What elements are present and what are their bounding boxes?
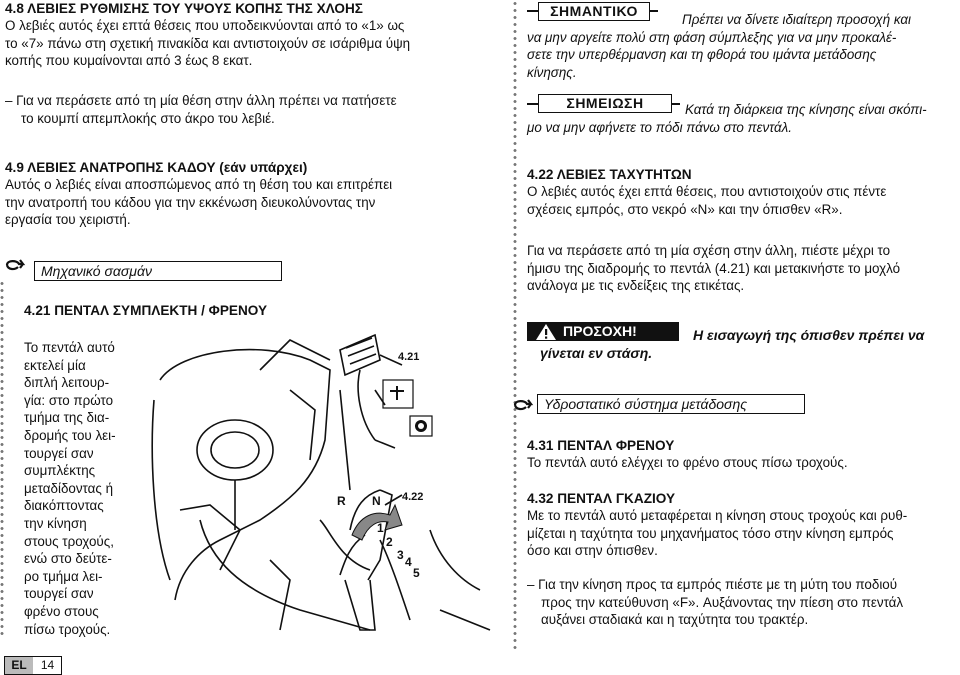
section-4-21-title: 4.21 ΠΕΝΤΑΛ ΣΥΜΠΛΕΚΤΗ / ΦΡΕΝΟΥ	[24, 303, 268, 318]
page-footer-badge	[4, 656, 62, 675]
caution-label: ΠΡΟΣΟΧΗ!	[563, 323, 637, 339]
text-line: να μην αργείτε πολύ στη φάση σύμπλεξης για να μην προκαλέ-	[527, 29, 897, 45]
text-line: εργασία του χειριστή.	[5, 212, 131, 227]
text-line: προς την κατεύθυνση «F». Αυξάνοντας την πίεση στο πεντάλ	[541, 594, 904, 610]
section-4-22-title: 4.22 ΛΕΒΙΕΣ ΤΑΧΥΤΗΤΩΝ	[527, 167, 692, 182]
text-line: δρομής του λει-	[24, 427, 116, 443]
text-line: πίσω τροχούς.	[24, 621, 111, 637]
text-line: φρένο στους	[24, 603, 99, 619]
text-line: – Για την κίνηση προς τα εμπρός πιέστε με τη μύτη του ποδιού	[527, 577, 898, 592]
important-label: ΣΗΜΑΝΤΙΚΟ	[538, 2, 650, 21]
text-line: γία: στο πρώτο	[24, 392, 114, 408]
gear-label-r: R	[337, 494, 346, 508]
section-4-31-title: 4.31 ΠΕΝΤΑΛ ΦΡΕΝΟΥ	[527, 438, 675, 453]
text-line: αυξάνει σταδιακά και η ταχύτητα του τρακτέρ.	[541, 612, 809, 627]
page-number: 14	[40, 658, 55, 672]
text-line: – Για να περάσετε από τη μία θέση στην άλλη πρέπει να πατήσετε	[5, 93, 397, 108]
text-line: στους τροχούς,	[24, 533, 114, 549]
pointing-arrow-icon	[513, 396, 535, 417]
hydrostatic-transmission-label: Υδροστατικό σύστημα μετάδοσης	[537, 394, 805, 414]
section-4-32-text	[527, 507, 907, 560]
text-line: διακόπτοντας	[24, 498, 104, 514]
section-4-32-dash-item	[527, 576, 903, 629]
text-line: μίζεται η ταχύτητα του μηχανήματος τόσο στην κίνηση εμπρός	[527, 525, 894, 541]
text-line: το «7» πάνω στη σχετική πινακίδα και αντιστοιχούν σε ισάριθμα ύψη	[5, 35, 411, 51]
gear-label-4: 4	[405, 555, 412, 569]
gear-label-2: 2	[386, 535, 393, 549]
text-line: Ο λεβιές αυτός έχει επτά θέσεις που υποδεικνύονται από το «1» ως	[5, 18, 405, 33]
text-line: σετε την υπερθέρμανση και τη φθορά του ιμάντα μετάδοσης	[527, 47, 877, 62]
text-line: το κουμπί απεμπλοκής στο άκρο του λεβιέ.	[21, 110, 275, 126]
text-line: Με το πεντάλ αυτό μεταφέρεται η κίνηση στους τροχούς και ρυθ-	[527, 508, 908, 523]
gear-label-5: 5	[413, 566, 420, 580]
column-divider	[513, 0, 517, 650]
text-line: Το πεντάλ αυτό	[24, 340, 115, 355]
text-line: τμήμα της δια-	[24, 410, 110, 426]
gear-label-1: 1	[377, 521, 384, 535]
text-line: την ανατροπή του κάδου για την εκκένωση διευκολύνοντας την	[5, 194, 376, 210]
section-4-9-text	[5, 176, 392, 229]
section-4-31-text: Το πεντάλ αυτό ελέγχει το φρένο στους πίσω τροχούς.	[527, 455, 848, 470]
gear-label-3: 3	[397, 548, 404, 562]
note-text	[527, 101, 952, 136]
caution-banner	[527, 322, 679, 341]
text-line: Πρέπει να δίνετε ιδιαίτερη προσοχή και	[682, 12, 912, 27]
left-dotted-margin	[0, 280, 4, 636]
mechanical-gearbox-label: Μηχανικό σασμάν	[34, 261, 282, 281]
text-line: ανάλογα με τις ενδείξεις της ετικέτας.	[527, 278, 745, 293]
text-line: συμπλέκτης	[24, 463, 96, 479]
text-line: ήμισυ της διαδρομής το πεντάλ (4.21) και μετακινήστε το μοχλό	[527, 260, 901, 276]
caution-text-2: γίνεται εν στάση.	[540, 345, 653, 361]
text-line: μεταδίδοντας ή	[24, 480, 114, 496]
text-line: ρο τμήμα λει-	[24, 568, 103, 584]
text-line: μο να μην αφήνετε το πόδι πάνω στο πεντάλ.	[527, 119, 792, 135]
note-label: ΣΗΜΕΙΩΣΗ	[538, 94, 672, 113]
text-line: Αυτός ο λεβιές είναι αποσπώμενος από τη θέση του και επιτρέπει	[5, 177, 393, 192]
figure-label-4-22: 4.22	[402, 491, 424, 503]
text-line: τουργεί σαν	[24, 586, 94, 602]
figure-label-4-21: 4.21	[398, 351, 420, 363]
text-line: διπλή λειτουρ-	[24, 375, 110, 391]
text-line: Ο λεβιές αυτός έχει επτά θέσεις, που αντιστοιχούν στις πέντε	[527, 184, 887, 199]
gear-label-n: N	[372, 494, 381, 508]
text-line: ενώ στο δεύτε-	[24, 551, 112, 567]
language-code: EL	[5, 657, 33, 674]
text-line: Για να περάσετε από τη μία σχέση στην άλλη, πιέστε μέχρι το	[527, 243, 891, 258]
section-4-32-title: 4.32 ΠΕΝΤΑΛ ΓΚΑΖΙΟΥ	[527, 491, 676, 506]
text-line: κίνησης.	[527, 64, 577, 80]
tractor-pedal-illustration	[140, 330, 502, 642]
text-line: σχέσεις εμπρός, στο νεκρό «N» και την όπισθεν «R».	[527, 201, 843, 217]
section-4-8-title: 4.8 ΛΕΒΙΕΣ ΡΥΘΜΙΣΗΣ ΤΟΥ ΥΨΟΥΣ ΚΟΠΗΣ ΤΗΣ ΧΛΟΗΣ	[5, 1, 363, 16]
section-4-22-text	[527, 183, 886, 218]
text-line: εκτελεί μία	[24, 357, 86, 373]
pointing-arrow-icon	[5, 256, 27, 277]
caution-text-1: Η εισαγωγή της όπισθεν πρέπει να	[693, 327, 925, 343]
text-line: κοπής που κυμαίνονται από 3 έως 8 εκατ.	[5, 53, 253, 68]
text-line: τουργεί σαν	[24, 445, 94, 461]
warning-triangle-icon	[535, 323, 557, 341]
section-4-21-text	[24, 339, 116, 638]
section-4-8-text	[5, 17, 410, 70]
text-line: την κίνηση	[24, 515, 87, 531]
section-4-8-dash-item	[5, 92, 397, 127]
section-4-9-title: 4.9 ΛΕΒΙΕΣ ΑΝΑΤΡΟΠΗΣ ΚΑΔΟΥ (εάν υπάρχει)	[5, 160, 308, 175]
important-text	[527, 11, 952, 81]
text-line: Κατά τη διάρκεια της κίνησης είναι σκόπι-	[685, 102, 927, 117]
text-line: όσο και στην όπισθεν.	[527, 543, 658, 558]
section-4-22-text-2	[527, 242, 900, 295]
